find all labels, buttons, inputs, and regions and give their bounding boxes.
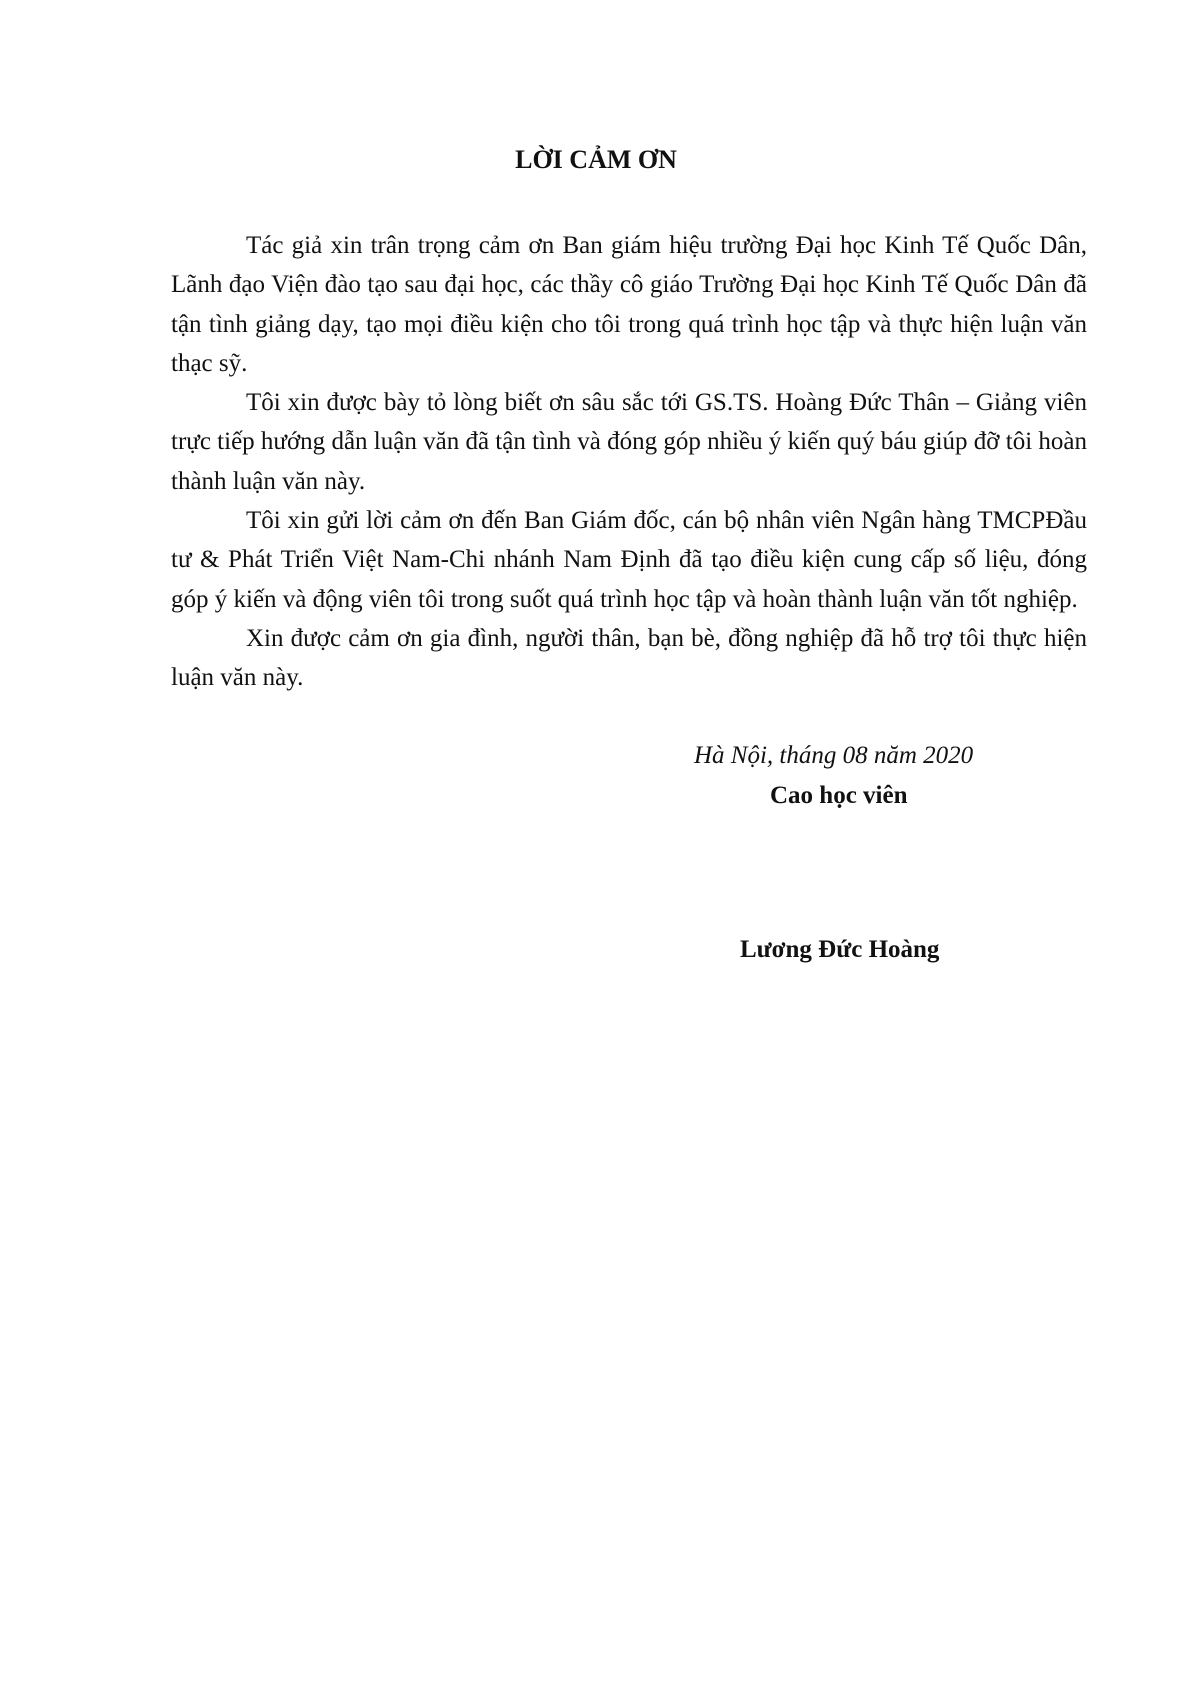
page-title: LỜI CẢM ƠN <box>515 145 677 174</box>
paragraph-4: Xin được cảm ơn gia đình, người thân, bạn bè, đồng nghiệp đã hỗ trợ tôi thực hiện luận văn này. <box>171 624 1087 692</box>
signature-place-date: Hà Nội, tháng 08 năm 2020 <box>694 742 974 769</box>
acknowledgement-body <box>171 226 1087 698</box>
paragraph-3: Tôi xin gửi lời cảm ơn đến Ban Giám đốc, cán bộ nhân viên Ngân hàng TMCPĐầu tư & Phát Triển Việt Nam-Chi nhánh Nam Định đã tạo điều kiện cung cấp số liệu, đóng góp ý kiến và động viên tôi trong suốt quá trình học tập và hoàn thành luận văn tốt nghiệp. <box>171 507 1087 613</box>
signature-role: Cao học viên <box>770 782 908 809</box>
paragraph-1: Tác giả xin trân trọng cảm ơn Ban giám hiệu trường Đại học Kinh Tế Quốc Dân, Lãnh đạo Viện đào tạo sau đại học, các thầy cô giáo Trường Đại học Kinh Tế Quốc Dân đã tận tình giảng dạy, tạo mọi điều kiện cho tôi trong quá trình học tập và thực hiện luận văn thạc sỹ. <box>171 232 1087 377</box>
signature-name: Lương Đức Hoàng <box>740 936 940 963</box>
paragraph-2: Tôi xin được bày tỏ lòng biết ơn sâu sắc tới GS.TS. Hoàng Đức Thân – Giảng viên trực tiếp hướng dẫn luận văn đã tận tình và đóng góp nhiều ý kiến quý báu giúp đỡ tôi hoàn thành luận văn này. <box>171 389 1087 495</box>
